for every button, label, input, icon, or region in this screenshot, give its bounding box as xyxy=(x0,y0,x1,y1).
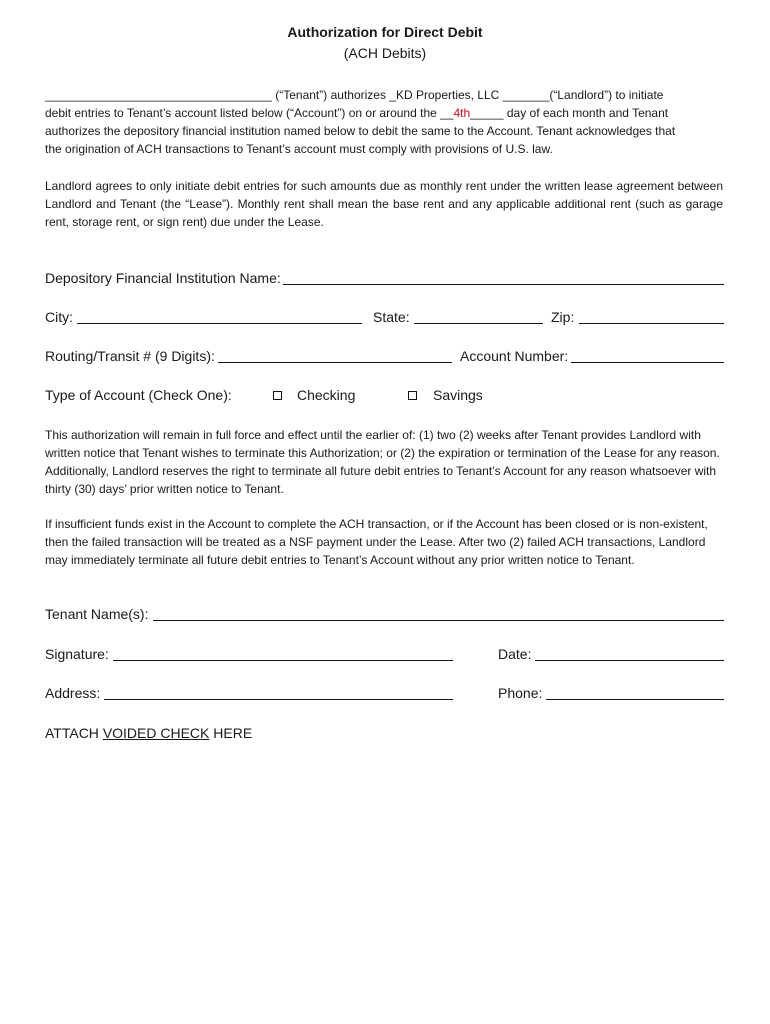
document-title: Authorization for Direct Debit xyxy=(287,24,483,40)
account-number-label: Account Number: xyxy=(460,348,569,364)
tenant-names-field[interactable] xyxy=(153,620,724,621)
attach-suffix: HERE xyxy=(209,725,253,741)
debit-day: 4th xyxy=(453,106,471,120)
state-field[interactable] xyxy=(414,323,543,324)
address-field[interactable] xyxy=(104,699,453,700)
institution-label: Depository Financial Institution Name: xyxy=(45,270,281,286)
intro-line-2 xyxy=(45,106,668,120)
account-number-field[interactable] xyxy=(571,362,724,363)
phone-label: Phone: xyxy=(498,685,543,701)
intro-line-2-start: debit entries to Tenant’s account listed below (“Account”) on or around the __ xyxy=(45,106,454,120)
voided-check-text: VOIDED CHECK xyxy=(102,725,210,741)
intro-line-1: __________________________________ (“Tenant”) authorizes _KD Properties, LLC _______(“Landlord”) to initiate xyxy=(45,88,664,102)
date-label: Date: xyxy=(498,646,532,662)
tenant-names-label: Tenant Name(s): xyxy=(45,606,149,622)
account-type-label: Type of Account (Check One): xyxy=(45,387,232,403)
intro-line-3: authorizes the depository financial institution named below to debit the same to the Account. Tenant acknowledges that xyxy=(45,124,676,138)
institution-field[interactable] xyxy=(283,284,724,285)
phone-field[interactable] xyxy=(546,699,724,700)
address-label: Address: xyxy=(45,685,101,701)
date-field[interactable] xyxy=(535,660,724,661)
city-label: City: xyxy=(45,309,73,325)
attach-prefix: ATTACH xyxy=(45,725,103,741)
checking-label: Checking xyxy=(297,387,356,403)
routing-label: Routing/Transit # (9 Digits): xyxy=(45,348,215,364)
state-label: State: xyxy=(373,309,410,325)
document-subtitle: (ACH Debits) xyxy=(343,45,427,61)
attach-voided-check-note xyxy=(45,725,252,741)
checking-checkbox-icon[interactable] xyxy=(273,391,282,400)
intro-line-4: the origination of ACH transactions to Tenant’s account must comply with provisions of U.S. law. xyxy=(45,142,553,156)
zip-label: Zip: xyxy=(551,309,575,325)
zip-field[interactable] xyxy=(579,323,724,324)
savings-label: Savings xyxy=(433,387,483,403)
intro-line-2-end: _____ day of each month and Tenant xyxy=(470,106,669,120)
landlord-paragraph: Landlord agrees to only initiate debit entries for such amounts due as monthly rent under the written lease agreement between Landlord and Tenant (the “Lease”). Monthly rent shall mean the base rent and any applicable additional rent (such as garage rent, storage rent, or sign rent) due under the Lease. xyxy=(45,179,723,229)
savings-checkbox-icon[interactable] xyxy=(408,391,417,400)
nsf-paragraph: If insufficient funds exist in the Account to complete the ACH transaction, or if the Account has been closed or is non-existent, then the failed transaction will be treated as a NSF payment under the Lease. After two (2) failed ACH transactions, Landlord may immediately terminate all future debit entries to Tenant’s Account without any prior written notice to Tenant. xyxy=(45,517,708,567)
city-field[interactable] xyxy=(77,323,362,324)
signature-field[interactable] xyxy=(113,660,453,661)
termination-paragraph: This authorization will remain in full force and effect until the earlier of: (1) two (2) weeks after Tenant provides Landlord with written notice that Tenant wishes to terminate this Authorization; or (2) the expiration or termination of the Lease for any reason. Additionally, Landlord reserves the right to terminate all future debit entries to Tenant’s Account for any reason whatsoever with thirty (30) days’ prior written notice to Tenant. xyxy=(45,428,720,496)
signature-label: Signature: xyxy=(45,646,109,662)
routing-field[interactable] xyxy=(218,362,452,363)
